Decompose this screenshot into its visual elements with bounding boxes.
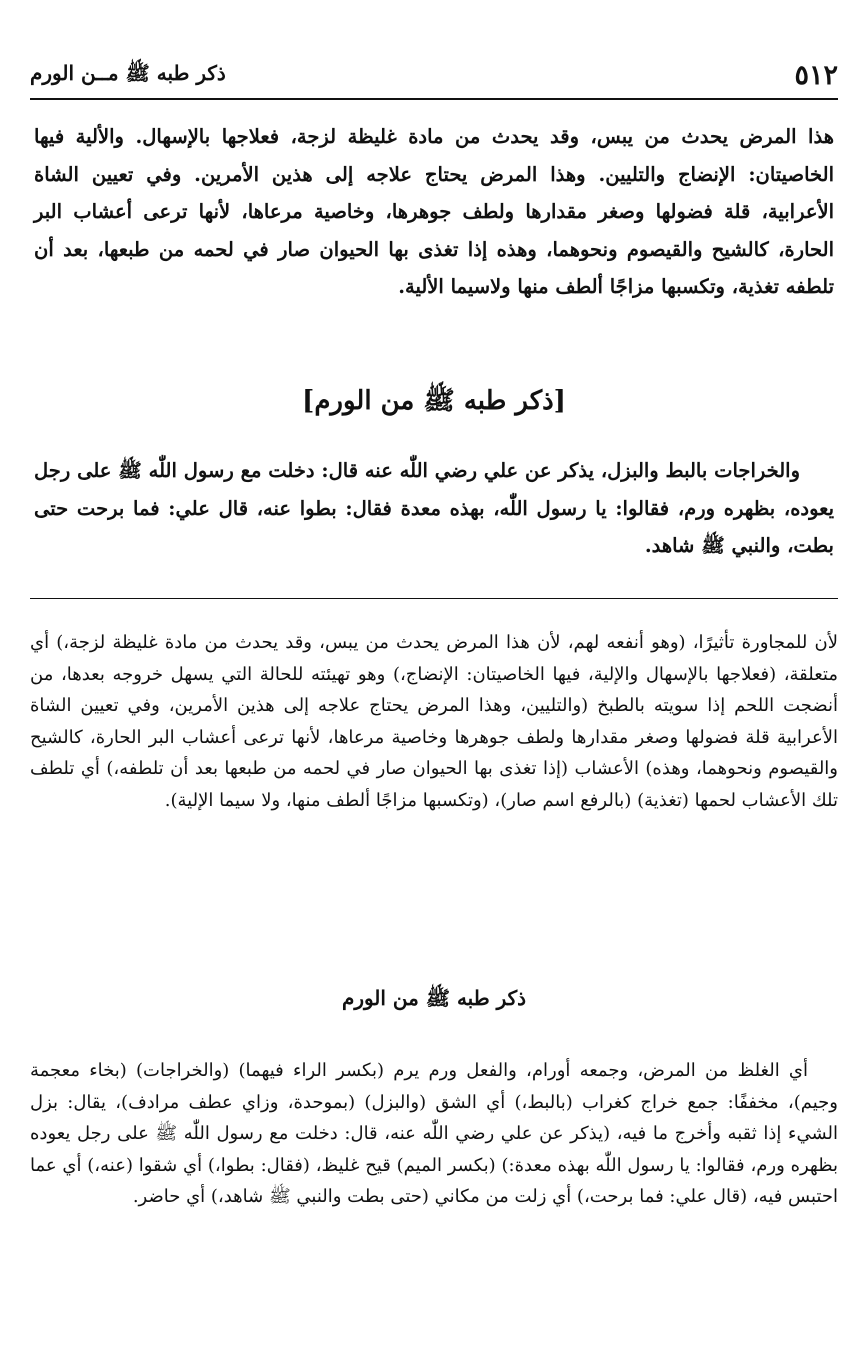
main-paragraph-2: والخراجات بالبط والبزل، يذكر عن علي رضي اللّٰه عنه قال: دخلت مع رسول اللّٰه ﷺ على رجل يعوده، بظهره ورم، فقالوا: يا رسول اللّٰه، بهذه معدة فقال: بطوا عنه، قال علي: فما برحت حتى بطت، والنبي ﷺ شاهد. xyxy=(34,459,834,557)
main-paragraph-1: هذا المرض يحدث من يبس، وقد يحدث من مادة غليظة لزجة، فعلاجها بالإسهال. والألية فيها الخاصيتان: الإنضاج والتليين. وهذا المرض يحتاج علاجه إلى هذين الأمرين. وفي تعيين الشاة الأعرابية، قلة فضولها وصغر مقدارها ولطف جوهرها، وخاصية مرعاها، لأنها ترعى أعشاب البر الحارة، كالشيح والقيصوم ونحوهما، وهذه إذا تغذى بها الحيوان صار في لحمه من طبعها، بعد أن تلطفه تغذية، وتكسبها مزاجًا ألطف منها ولاسيما الألية. xyxy=(34,125,834,298)
section-title: [ذكر طبه ﷺ من الورم] xyxy=(302,386,566,416)
page-number: ٥١٢ xyxy=(794,59,838,91)
footnote-divider xyxy=(30,598,838,599)
commentary-section-title: ذكر طبه ﷺ من الورم xyxy=(341,986,527,1010)
running-head: ذكر طبه ﷺ مــن الورم xyxy=(30,60,226,85)
commentary-paragraph-2: أي الغلظ من المرض، وجمعه أورام، والفعل ورم يرم (بكسر الراء فيهما) (والخراجات) (بخاء معجمة وجيم)، مخففًا: جمع خراج كغراب (بالبط،) أي الشق (والبزل) (بموحدة، وزاي عطف مرادف)، يقال: بزل الشيء إذا ثقبه وأخرج ما فيه، (يذكر عن علي رضي اللّٰه عنه، قال: دخلت مع رسول اللّٰه ﷺ على رجل يعوده بظهره ورم، فقالوا: يا رسول اللّٰه بهذه معدة:) (بكسر الميم) قيح غليظ، (فقال: بطوا،) أي شقوا (عنه،) أي عما احتبس فيه، (قال علي: فما برحت،) أي زلت من مكاني (حتى بطت والنبي ﷺ شاهد،) أي حاضر. xyxy=(30,1060,839,1208)
commentary-paragraph-1: لأن للمجاورة تأثيرًا، (وهو أنفعه لهم، لأن هذا المرض يحدث من يبس، وقد يحدث من مادة غليظة لزجة،) أي متعلقة، (فعلاجها بالإسهال والإلية، فيها الخاصيتان: الإنضاج،) وهو تهيئته للحالة التي يسهل خروجه بعدها، من أنضجت اللحم إذا سويته بالطبخ (والتليين، وهذا المرض يحتاج علاجه إلى هذين الأمرين، وفي تعيين الشاة الأعرابية قلة فضولها وصغر مقدارها ولطف جوهرها وخاصية مرعاها، لأنها ترعى أعشاب البر الحارة، كالشيح والقيصوم ونحوهما، وهذه) الأعشاب (إذا تغذى بها الحيوان صار في لحمه من طبعها بعد أن تلطفه،) أي تلطف تلك الأعشاب لحمها (تغذية) (بالرفع اسم صار)، (وتكسبها مزاجًا ألطف منها، ولا سيما الإلية). xyxy=(30,632,838,811)
page-header xyxy=(30,52,838,100)
